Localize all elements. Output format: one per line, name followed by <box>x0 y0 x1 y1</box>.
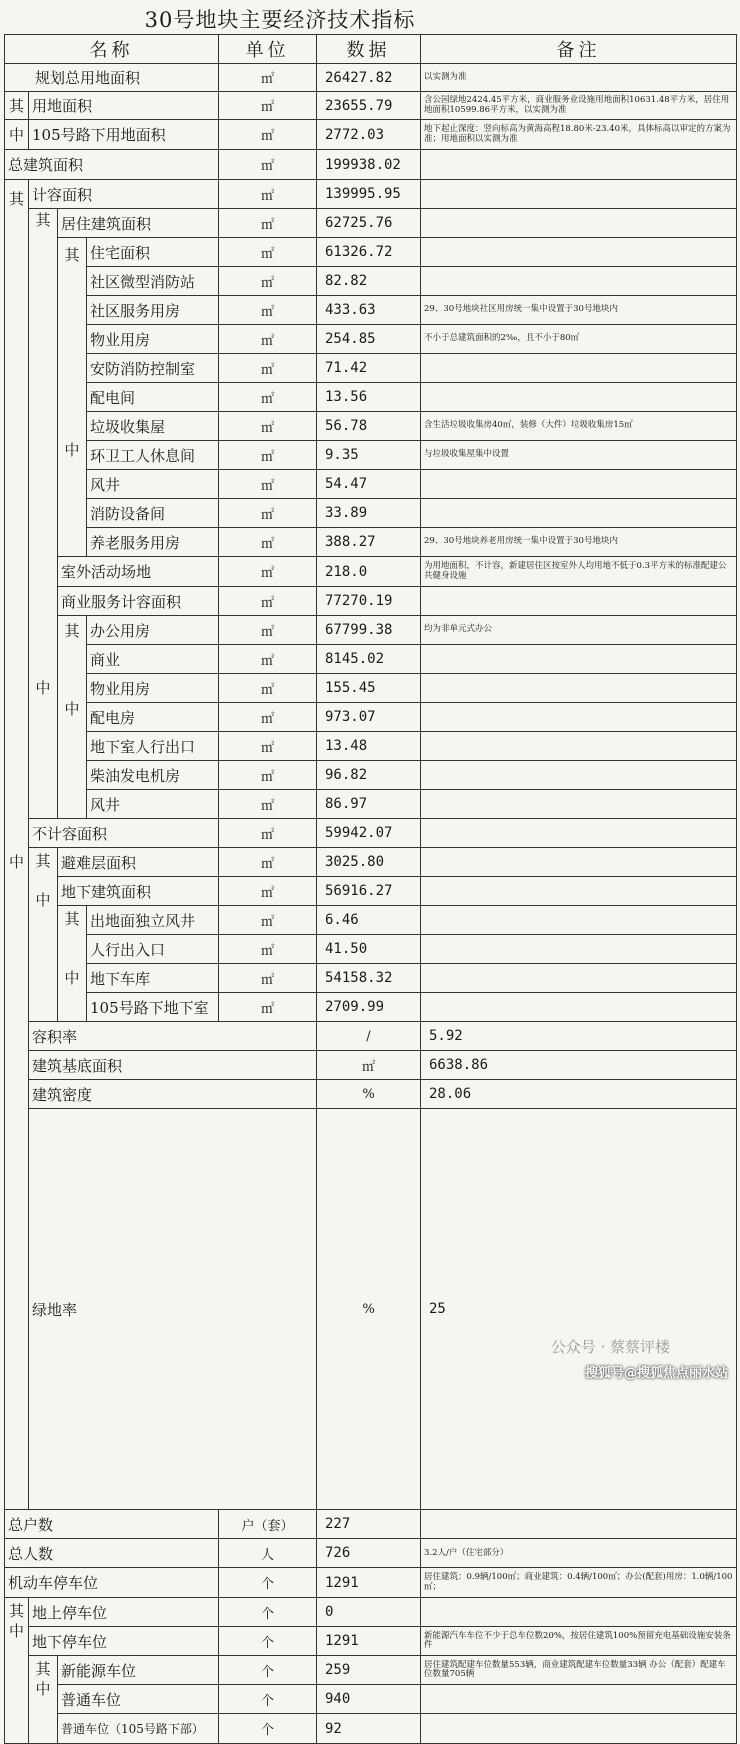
row-note <box>421 150 737 180</box>
table-row <box>5 557 737 587</box>
row-value: 199938.02 <box>317 150 421 180</box>
table-row <box>5 616 737 645</box>
row-note: 新能源汽车车位不少于总车位数20%，按居住建筑100%预留充电基础设施安装条件 <box>421 1627 737 1656</box>
header-row <box>5 35 737 64</box>
qi-mark: 其 <box>5 92 29 120</box>
row-unit: ㎡ <box>219 790 317 819</box>
row-value: 54158.32 <box>317 964 421 993</box>
row-note: 含生活垃圾收集房40㎡，装修（大件）垃圾收集房15㎡ <box>421 412 737 441</box>
row-name: 养老服务用房 <box>87 528 219 557</box>
table-row <box>5 1598 737 1627</box>
row-name: 社区微型消防站 <box>87 267 219 296</box>
table-row <box>5 877 737 906</box>
row-name: 容积率 <box>29 1022 317 1051</box>
qi-mark: 其 <box>64 246 80 264</box>
zhong-mark: 中 <box>5 120 29 150</box>
table-row <box>5 703 737 732</box>
qi-mark: 其 <box>64 622 80 640</box>
row-value: 33.89 <box>317 499 421 528</box>
row-note <box>421 1685 737 1714</box>
row-unit: ㎡ <box>219 993 317 1022</box>
table-row <box>5 383 737 412</box>
row-unit: ㎡ <box>219 819 317 848</box>
table-row <box>5 1568 737 1598</box>
header-unit: 单位 <box>219 35 317 64</box>
header-name: 名称 <box>5 35 219 64</box>
row-value: 726 <box>317 1539 421 1568</box>
row-note <box>421 906 737 935</box>
group-mark <box>58 238 87 557</box>
row-name: 物业用房 <box>87 674 219 703</box>
row-value: 254.85 <box>317 325 421 354</box>
table-row <box>5 906 737 935</box>
row-note <box>421 848 737 877</box>
row-name: 配电间 <box>87 383 219 412</box>
table-row <box>5 1656 737 1685</box>
row-unit: ㎡ <box>219 906 317 935</box>
row-note <box>421 499 737 528</box>
row-value: 82.82 <box>317 267 421 296</box>
qi-mark: 其 <box>35 1660 51 1679</box>
row-unit: 户（套） <box>219 1510 317 1539</box>
row-note <box>421 383 737 412</box>
row-note <box>421 732 737 761</box>
row-note: 地下起止深度：竖向标高为黄海高程18.80米-23.40米，具体标高以审定的方案为准；用地面积以实测为准 <box>421 120 737 150</box>
row-unit: ㎡ <box>219 238 317 267</box>
row-note <box>421 819 737 848</box>
zhong-mark: 中 <box>8 1621 24 1640</box>
row-unit: ㎡ <box>219 441 317 470</box>
zhong-mark: 中 <box>35 891 51 909</box>
row-note <box>421 877 737 906</box>
row-value: 388.27 <box>317 528 421 557</box>
row-value: 62725.76 <box>317 209 421 238</box>
row-name: 办公用房 <box>87 616 219 645</box>
row-unit: ㎡ <box>219 325 317 354</box>
row-value: 86.97 <box>317 790 421 819</box>
table-row <box>5 296 737 325</box>
row-note <box>421 1598 737 1627</box>
row-note <box>421 935 737 964</box>
zhong-mark: 中 <box>35 1679 51 1698</box>
row-value: 5.92 <box>421 1022 737 1051</box>
row-unit: 人 <box>219 1539 317 1568</box>
row-note <box>421 180 737 209</box>
row-value: 218.0 <box>317 557 421 587</box>
row-unit: 个 <box>219 1685 317 1714</box>
row-unit: ㎡ <box>219 92 317 120</box>
row-unit: ㎡ <box>219 354 317 383</box>
row-note <box>421 209 737 238</box>
row-value: 28.06 <box>421 1080 737 1109</box>
indicator-table <box>4 34 737 1744</box>
zhong-mark: 中 <box>64 968 80 987</box>
qi-mark: 其 <box>35 211 51 229</box>
row-note <box>421 1714 737 1744</box>
row-unit: ㎡ <box>219 412 317 441</box>
row-unit: 个 <box>219 1656 317 1685</box>
table-row <box>5 354 737 383</box>
table-row <box>5 732 737 761</box>
table-row <box>5 267 737 296</box>
group-mark <box>29 209 58 819</box>
row-note: 以实测为准 <box>421 64 737 92</box>
table-row <box>5 120 737 150</box>
row-name: 普通车位 <box>58 1685 219 1714</box>
header-note: 备注 <box>421 35 737 64</box>
row-value: 9.35 <box>317 441 421 470</box>
row-unit: ㎡ <box>219 120 317 150</box>
row-note <box>421 964 737 993</box>
row-name: 人行出入口 <box>87 935 219 964</box>
watermark-source: 搜狐号@搜狐焦点丽水站 <box>584 1366 728 1381</box>
row-value: 3025.80 <box>317 848 421 877</box>
row-name: 用地面积 <box>29 92 219 120</box>
row-value: 77270.19 <box>317 587 421 616</box>
row-name: 规划总用地面积 <box>5 64 219 92</box>
row-name: 计容面积 <box>29 180 219 209</box>
row-note: 与垃圾收集屋集中设置 <box>421 441 737 470</box>
row-value: 940 <box>317 1685 421 1714</box>
row-name: 出地面独立风井 <box>87 906 219 935</box>
zhong-mark: 中 <box>64 700 80 718</box>
row-note <box>421 993 737 1022</box>
table-row <box>5 499 737 528</box>
row-note <box>421 761 737 790</box>
table-row <box>5 209 737 238</box>
row-unit: ㎡ <box>219 732 317 761</box>
group-mark <box>58 906 87 1022</box>
row-unit: 个 <box>219 1568 317 1598</box>
row-unit: 个 <box>219 1598 317 1627</box>
table-row <box>5 412 737 441</box>
row-name: 风井 <box>87 790 219 819</box>
row-name: 室外活动场地 <box>58 557 219 587</box>
row-unit: ㎡ <box>219 616 317 645</box>
row-unit: ㎡ <box>317 1051 421 1080</box>
zhong-mark: 中 <box>35 679 51 697</box>
row-name: 柴油发电机房 <box>87 761 219 790</box>
row-value: 96.82 <box>317 761 421 790</box>
row-name: 商业服务计容面积 <box>58 587 219 616</box>
row-unit: % <box>317 1109 421 1510</box>
row-unit: ㎡ <box>219 674 317 703</box>
row-value: 13.48 <box>317 732 421 761</box>
row-name: 地下建筑面积 <box>58 877 219 906</box>
row-unit: ㎡ <box>219 296 317 325</box>
zhong-mark: 中 <box>8 853 24 871</box>
row-value: 41.50 <box>317 935 421 964</box>
row-note <box>421 674 737 703</box>
table-row <box>5 819 737 848</box>
row-value: 2772.03 <box>317 120 421 150</box>
table-row <box>5 1051 737 1080</box>
row-value: 139995.95 <box>317 180 421 209</box>
qi-mark: 其 <box>35 852 51 870</box>
row-unit: 个 <box>219 1714 317 1744</box>
table-row <box>5 790 737 819</box>
row-name: 居住建筑面积 <box>58 209 219 238</box>
group-mark <box>29 1656 58 1744</box>
row-name: 地上停车位 <box>29 1598 219 1627</box>
table-row <box>5 587 737 616</box>
row-unit: ㎡ <box>219 267 317 296</box>
row-name: 安防消防控制室 <box>87 354 219 383</box>
table-row <box>5 238 737 267</box>
row-note <box>421 267 737 296</box>
page-title: 30号地块主要经济技术指标 <box>144 8 416 32</box>
row-name: 环卫工人休息间 <box>87 441 219 470</box>
row-name: 建筑基底面积 <box>29 1051 317 1080</box>
qi-mark: 其 <box>8 190 24 208</box>
table-row <box>5 1510 737 1539</box>
row-name: 不计容面积 <box>29 819 219 848</box>
table-row <box>5 964 737 993</box>
row-note <box>421 790 737 819</box>
row-name: 地下车库 <box>87 964 219 993</box>
qi-mark: 其 <box>8 1602 24 1621</box>
row-name: 避难层面积 <box>58 848 219 877</box>
row-note: 29、30号地块社区用房统一集中设置于30号地块内 <box>421 296 737 325</box>
row-name: 绿地率 <box>29 1109 317 1510</box>
row-name: 新能源车位 <box>58 1656 219 1685</box>
row-name: 配电房 <box>87 703 219 732</box>
row-value: 433.63 <box>317 296 421 325</box>
row-value: 259 <box>317 1656 421 1685</box>
row-name: 社区服务用房 <box>87 296 219 325</box>
row-name: 垃圾收集屋 <box>87 412 219 441</box>
qi-mark: 其 <box>64 910 80 928</box>
row-value: 2709.99 <box>317 993 421 1022</box>
row-value: 0 <box>317 1598 421 1627</box>
row-name: 地下停车位 <box>29 1627 219 1656</box>
group-mark <box>5 1598 29 1744</box>
row-name: 105号路下地下室 <box>87 993 219 1022</box>
row-note: 为用地面积，不计容，新建居住区按室外人均用地不低于0.3平方米的标准配建公共健身设施 <box>421 557 737 587</box>
table-row <box>5 325 737 354</box>
table-row <box>5 441 737 470</box>
table-row <box>5 470 737 499</box>
row-value: 71.42 <box>317 354 421 383</box>
zhong-mark: 中 <box>64 441 80 459</box>
row-value: 227 <box>317 1510 421 1539</box>
row-name: 地下室人行出口 <box>87 732 219 761</box>
row-note <box>421 238 737 267</box>
header-data: 数据 <box>317 35 421 64</box>
row-unit: ㎡ <box>219 64 317 92</box>
row-value: 59942.07 <box>317 819 421 848</box>
row-note: 居住建筑配建车位数量553辆，商业建筑配建车位数量33辆 办公（配套）配建车位数量705辆 <box>421 1656 737 1685</box>
row-unit: / <box>317 1022 421 1051</box>
row-name: 105号路下用地面积 <box>29 120 219 150</box>
row-name: 建筑密度 <box>29 1080 317 1109</box>
row-note: 29、30号地块养老用房统一集中设置于30号地块内 <box>421 528 737 557</box>
row-name: 总户数 <box>5 1510 219 1539</box>
row-note: 不小于总建筑面积的2‰，且不小于80㎡ <box>421 325 737 354</box>
row-value: 92 <box>317 1714 421 1744</box>
table-row <box>5 180 737 209</box>
row-unit: 个 <box>219 1627 317 1656</box>
row-name: 住宅面积 <box>87 238 219 267</box>
group-mark <box>58 616 87 819</box>
table-row <box>5 1080 737 1109</box>
table-row <box>5 92 737 120</box>
row-name: 风井 <box>87 470 219 499</box>
row-unit: ㎡ <box>219 964 317 993</box>
row-note <box>421 587 737 616</box>
row-unit: ㎡ <box>219 935 317 964</box>
table-row <box>5 1714 737 1744</box>
row-unit: ㎡ <box>219 848 317 877</box>
row-value: 1291 <box>317 1568 421 1598</box>
row-note <box>421 470 737 499</box>
table-row <box>5 1022 737 1051</box>
row-note <box>421 1510 737 1539</box>
row-note: 3.2人/户（住宅部分） <box>421 1539 737 1568</box>
row-value: 6.46 <box>317 906 421 935</box>
row-value: 973.07 <box>317 703 421 732</box>
row-note: 居住建筑：0.9辆/100㎡；商业建筑：0.4辆/100㎡；办公(配套)用房：1.0辆/100㎡； <box>421 1568 737 1598</box>
row-unit: ㎡ <box>219 703 317 732</box>
row-note: 含公园绿地2424.45平方米，商业服务业设施用地面积10631.48平方米，居住用地面积10599.86平方米，以实测为准 <box>421 92 737 120</box>
row-unit: ㎡ <box>219 587 317 616</box>
row-value: 25 <box>421 1109 737 1510</box>
row-unit: ㎡ <box>219 383 317 412</box>
row-note <box>421 354 737 383</box>
table-row <box>5 674 737 703</box>
row-value: 56.78 <box>317 412 421 441</box>
table-row <box>5 848 737 877</box>
row-unit: ㎡ <box>219 877 317 906</box>
row-unit: ㎡ <box>219 528 317 557</box>
table-row <box>5 645 737 674</box>
row-value: 54.47 <box>317 470 421 499</box>
row-unit: ㎡ <box>219 150 317 180</box>
row-name: 普通车位（105号路下部） <box>58 1714 219 1744</box>
row-unit: ㎡ <box>219 470 317 499</box>
row-unit: ㎡ <box>219 180 317 209</box>
row-note <box>421 645 737 674</box>
row-name: 物业用房 <box>87 325 219 354</box>
table-row <box>5 1109 737 1510</box>
row-value: 155.45 <box>317 674 421 703</box>
row-value: 8145.02 <box>317 645 421 674</box>
row-name: 商业 <box>87 645 219 674</box>
row-note <box>421 703 737 732</box>
row-unit: ㎡ <box>219 209 317 238</box>
table-row <box>5 1539 737 1568</box>
row-unit: ㎡ <box>219 557 317 587</box>
table-row <box>5 64 737 92</box>
watermark-account: 公众号 · 蔡蔡评楼 <box>550 1338 670 1356</box>
table-row <box>5 1627 737 1656</box>
row-value: 56916.27 <box>317 877 421 906</box>
row-value: 23655.79 <box>317 92 421 120</box>
table-row <box>5 528 737 557</box>
table-row <box>5 993 737 1022</box>
row-unit: % <box>317 1080 421 1109</box>
row-value: 26427.82 <box>317 64 421 92</box>
row-name: 总建筑面积 <box>5 150 219 180</box>
table-row <box>5 935 737 964</box>
row-unit: ㎡ <box>219 761 317 790</box>
row-value: 6638.86 <box>421 1051 737 1080</box>
row-value: 61326.72 <box>317 238 421 267</box>
row-value: 67799.38 <box>317 616 421 645</box>
row-name: 总人数 <box>5 1539 219 1568</box>
row-name: 机动车停车位 <box>5 1568 219 1598</box>
row-note: 均为非单元式办公 <box>421 616 737 645</box>
table-row <box>5 1685 737 1714</box>
table-row <box>5 150 737 180</box>
row-value: 1291 <box>317 1627 421 1656</box>
group-mark <box>29 848 58 1022</box>
row-unit: ㎡ <box>219 499 317 528</box>
row-unit: ㎡ <box>219 645 317 674</box>
row-name: 消防设备间 <box>87 499 219 528</box>
group-mark <box>5 180 29 1510</box>
table-row <box>5 761 737 790</box>
row-value: 13.56 <box>317 383 421 412</box>
